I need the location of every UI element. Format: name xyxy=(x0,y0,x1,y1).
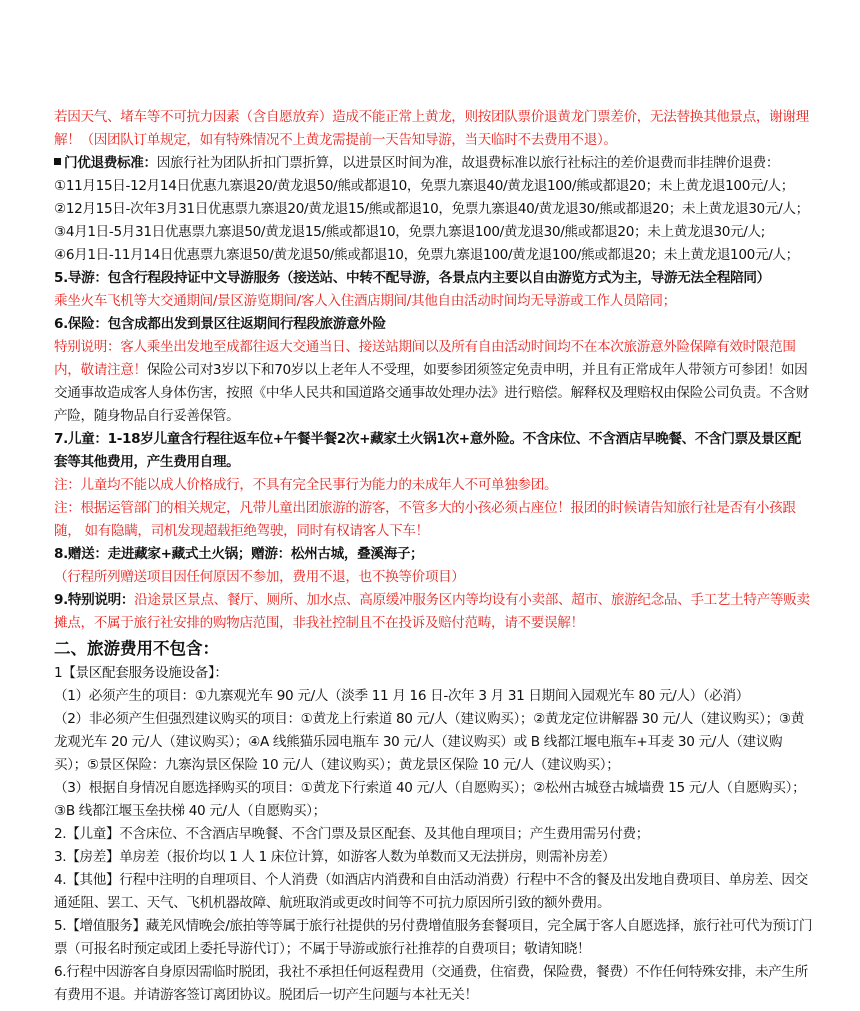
excluded-item-2: 2.【儿童】不含床位、不含酒店早晚餐、不含门票及景区配套、及其他自理项目；产生费用需另付费； xyxy=(54,826,649,842)
special-note xyxy=(54,589,814,635)
ticket-refund-label: 门优退费标准： xyxy=(64,155,157,171)
excluded-item-1a: （1）必须产生的项目：①九寨观光车 90 元/人（淡季 11 月 16 日-次年 3 月 31 日期间入园观光车 80 元/人）（必消） xyxy=(54,688,750,704)
insurance-note xyxy=(54,336,814,428)
ticket-refund-text: 因旅行社为团队折扣门票折算，以进景区时间为准，故退费标准以旅行社标注的差价退费而非挂牌价退费： xyxy=(156,155,780,171)
refund-period-1: ①11月15日-12月14日优惠九寨退20/黄龙退50/熊或都退10，免票九寨退40/黄龙退100/熊或都退20；未上黄龙退100元/人； xyxy=(54,178,794,194)
guide-heading: 5.导游：包含行程段持证中文导游服务（接送站、中转不配导游，各景点内主要以自由游览方式为主，导游无法全程陪同） xyxy=(54,270,770,286)
special-note-label: 9.特别说明： xyxy=(54,592,135,608)
section-heading-excluded: 二、旅游费用不包含： xyxy=(54,639,219,658)
excluded-item-1c: （3）根据自身情况自愿选择购买的项目：①黄龙下行索道 40 元/人（自愿购买）；②松州古城登古城墙费 15 元/人（自愿购买）；③B 线都江堰玉垒扶梯 40 元/人（自愿购买）； xyxy=(54,780,806,819)
excluded-item-1b: （2）非必须产生但强烈建议购买的项目：①黄龙上行索道 80 元/人（建议购买）；②黄龙定位讲解器 30 元/人（建议购买）；③黄龙观光车 20 元/人（建议购买）；④A 线熊猫乐园电瓶车 30 元/人（建议购买）或 B 线都江堰电瓶车+耳麦 30 元/人（建议购买）；⑤景区保险：九寨沟景区保险 10 元/人（建议购买）；黄龙景区保险 10 元/人（建议购买）； xyxy=(54,711,804,773)
guide-note: 乘坐火车飞机等大交通期间/景区游览期间/客人入住酒店期间/其他自由活动时间均无导游或工作人员陪同； xyxy=(54,293,676,309)
excluded-item-4: 4.【其他】行程中注明的自理项目、个人消费（如酒店内消费和自由活动消费）行程中不含的餐及出发地自费项目、单房差、因交通延阻、罢工、天气、飞机机器故障、航班取消或更改时间等不可抗力原因所引致的额外费用。 xyxy=(54,872,808,911)
gift-note: （行程所列赠送项目因任何原因不参加，费用不退，也不换等价项目） xyxy=(54,569,465,585)
children-heading: 7.儿童：1-18岁儿童含行程往返车位+午餐半餐2次+藏家土火锅1次+意外险。不含床位、不含酒店早晚餐、不含门票及景区配套等其他费用，产生费用自理。 xyxy=(54,431,801,470)
weather-notice: 若因天气、堵车等不可抗力因素（含自愿放弃）造成不能正常上黄龙，则按团队票价退黄龙门票差价，无法替换其他景点，谢谢理解！（因团队订单规定，如有特殊情况不上黄龙需提前一天告知导游，当天临时不去费用不退）。 xyxy=(54,109,809,148)
gift-heading: 8.赠送：走进藏家+藏式土火锅；赠游：松州古城，叠溪海子； xyxy=(54,546,424,562)
refund-period-2: ②12月15日-次年3月31日优惠票九寨退20/黄龙退15/熊或都退10，免票九寨退40/黄龙退30/熊或都退20；未上黄龙退30元/人； xyxy=(54,201,809,217)
document-body xyxy=(54,106,814,1007)
children-note-2: 注：根据运管部门的相关规定，凡带儿童出团旅游的游客，不管多大的小孩必须占座位！报团的时候请告知旅行社是否有小孩跟随， 如有隐瞒，司机发现超载拒绝驾驶，同时有权请客人下车！ xyxy=(54,500,796,539)
insurance-heading: 6.保险：包含成都出发到景区往返期间行程段旅游意外险 xyxy=(54,316,386,332)
excluded-item-3: 3.【房差】单房差（报价均以 1 人 1 床位计算，如游客人数为单数而又无法拼房，则需补房差） xyxy=(54,849,616,865)
insurance-age-note: 保险公司对3岁以下和70岁以上老年人不受理，如要参团须签定免责申明，并且有正常成年人带领方可参团！如因交通事故造成客人身体伤害，按照《中华人民共和国道路交通事故处理办法》进行赔偿。解释权及理赔权由保险公司负责。不含财产险，随身物品自行妥善保管。 xyxy=(54,362,809,424)
special-note-text: 沿途景区景点、餐厅、厕所、加水点、高原缓冲服务区内等均设有小卖部、超市、旅游纪念品、手工艺土特产等贩卖摊点，不属于旅行社安排的购物店范围，非我社控制且不在投诉及赔付范畴，请不要误解！ xyxy=(54,592,810,631)
excluded-item-6: 6.行程中因游客自身原因需临时脱团，我社不承担任何返程费用（交通费，住宿费，保险费，餐费）不作任何特殊安排，未产生所有费用不退。并请游客签订离团协议。脱团后一切产生问题与本社无关！ xyxy=(54,964,808,1003)
refund-period-4: ④6月1日-11月14日优惠票九寨退50/黄龙退50/熊或都退10，免票九寨退100/黄龙退100/熊或都退20；未上黄龙退100元/人； xyxy=(54,247,799,263)
excluded-item-1: 1【景区配套服务设施设备】： xyxy=(54,665,228,681)
ticket-refund-standard xyxy=(54,152,814,175)
children-note-1: 注：儿童均不能以成人价格成行，不具有完全民事行为能力的未成年人不可单独参团。 xyxy=(54,477,558,493)
excluded-item-5: 5.【增值服务】藏羌风情晚会/旅拍等等属于旅行社提供的另付费增值服务套餐项目，完全属于客人自愿选择，旅行社可代为预订门票（可报名时预定或团上委托导游代订）；不属于导游或旅行社推荐的自费项目；敬请知晓！ xyxy=(54,918,813,957)
bullet-square-icon xyxy=(54,158,61,165)
refund-period-3: ③4月1日-5月31日优惠票九寨退50/黄龙退15/熊或都退10，免票九寨退100/黄龙退30/熊或都退20；未上黄龙退30元/人; xyxy=(54,224,766,240)
insurance-special-note: 特别说明：客人乘坐出发地至成都往返大交通当日、接送站期间以及所有自由活动时间均不在本次旅游意外险保障有效时限范围内，敬请注意！ xyxy=(54,339,796,378)
